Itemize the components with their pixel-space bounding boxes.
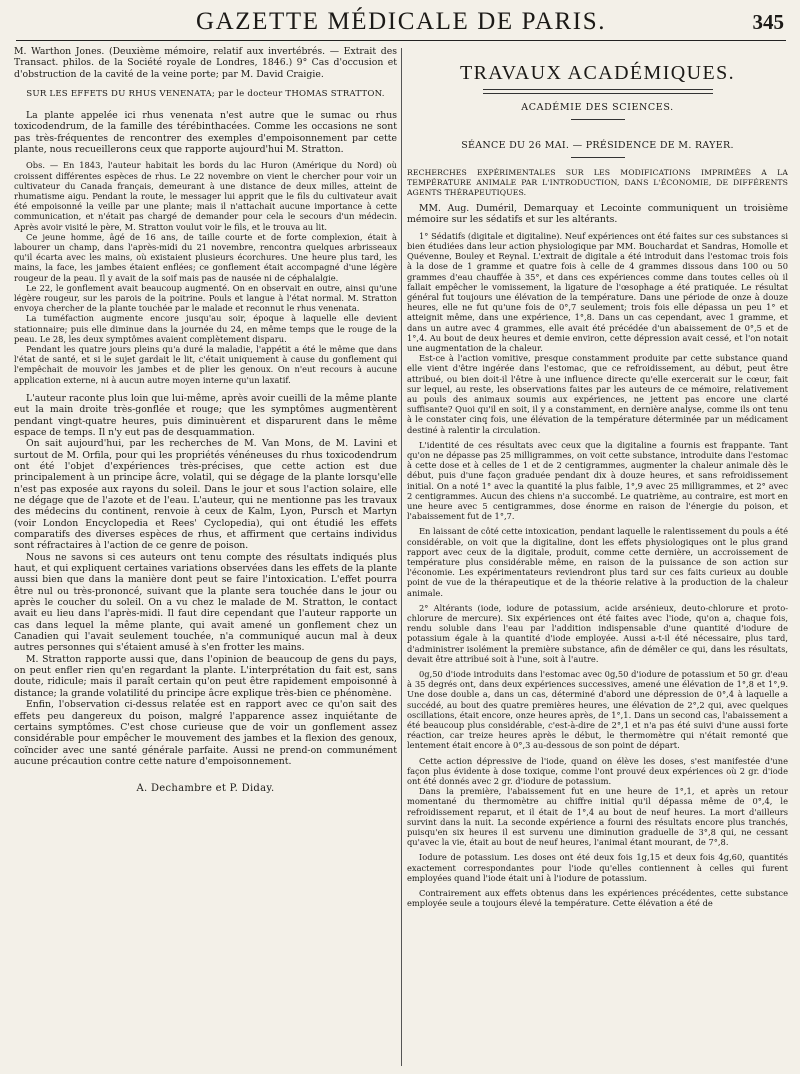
paragraph: Est-ce à l'action vomitive, presque constamment produite par cette substance quand elle vient d'être ingérée dans l'estomac, que ce refroidissement, au début, peut être attribué, ou bien doit-il l'être à une influence directe qu'elle exercerait sur le cœur, fait sur lequel, au reste, les observations faites par les auteurs de ce mémoire, relativement au pouls des animaux soumis aux expériences, ne jettent pas encore une clarté suffisante? Quoi qu'il en soit, il y a constamment, en dernière analyse, comme ils ont tenu à le constater cinq fois, une élévation de la température déterminée par un médicament destiné à ralentir la circulation.: [407, 353, 788, 435]
section-title: TRAVAUX ACADÉMIQUES.: [459, 62, 736, 84]
article-signature: A. Dechambre et P. Diday.: [136, 783, 275, 795]
observation-paragraph: Obs. — En 1843, l'auteur habitait les bords du lac Huron (Amérique du Nord) où croissent différentes espèces de rhus. Le 22 novembre on vient le chercher pour voir un cultivateur du Canada français, demeurant à une distance de deux milles, atteint de rhumatisme aigu. Pendant la route, le messager lui apprit que le fils du cultivateur avait été empoisonné la veille par une plante; mais il n'attachait aucune importance à cette communication, et n'était pas chargé de demander pour cela le secours d'un médecin. Après avoir visité le père, M. Stratton voulut voir le fils, et le trouva au lit.: [14, 160, 397, 232]
research-heading: RECHERCHES EXPÉRIMENTALES SUR LES MODIFICATIONS IMPRIMÉES A LA TEMPÉRATURE ANIMALE PAR L'INTRODUCTION, DANS L'ÉCONOMIE, DE DIFFÉRENTS AGENTS THÉRAPEUTIQUES.: [407, 168, 788, 197]
paragraph: Pendant les quatre jours pleins qu'a duré la maladie, l'appétit a été le même que dans l'état de santé, et si le sujet gardait le lit, c'était uniquement à cause du gonflement qui l'empêchait de mouvoir les jambes et de plier les genoux. On n'eut recours à aucune application externe, ni à aucun autre moyen interne qu'un laxatif.: [14, 344, 397, 385]
journal-title: GAZETTE MÉDICALE DE PARIS.: [195, 8, 607, 35]
paragraph: Enfin, l'observation ci-dessus relatée est en rapport avec ce qu'on sait des effets peu dangereux du poison, malgré l'apparence assez inquiétante de certains symptômes. C'est chose curieuse que de voir un gonflement assez considérable pour empêcher le mouvement des jambes et la flexion des genoux, coïncider avec une santé générale parfaite. Aussi ne prend-on communément aucune précaution contre cette nature d'empoisonnement.: [14, 699, 397, 767]
paragraph: L'identité de ces résultats avec ceux que la digitaline a fournis est frappante. Tant qu'on ne dépasse pas 25 milligrammes, on voit cette substance, introduite dans l'estomac à cette dose et à celles de 1 et de 2 centigrammes, augmenter la chaleur animale dès le début, puis d'une façon graduée pendant dix à douze heures, et sans refroidissement initial. On a noté 1° avec la quantité la plus faible, 1°,9 avec 25 milligrammes, et 2° avec 2 centigrammes. Aucun des chiens n'a succombé. Le quatrième, au contraire, est mort en une heure avec 5 centigrammes, dose énorme en raison de l'énergie du poison, et l'abaissement fut de 1°,7.: [407, 439, 788, 522]
paragraph: M. Stratton rapporte aussi que, dans l'opinion de beaucoup de gens du pays, on peut enfler rien qu'en regardant la plante. L'interprétation du fait est, sans doute, ridicule; mais il paraît certain qu'on peut être rapidement empoisonné à distance; la grande volatilité du principe âcre explique très-bien ce phénomène.: [14, 653, 397, 699]
paragraph: Nous ne savons si ces auteurs ont tenu compte des résultats indiqués plus haut, et qui expliquent certaines variations observées dans les effets de la plante aussi bien que dans la manière dont peut se faire l'intoxication. L'effet pourra être nul ou très-prononcé, suivant que la plante sera touchée dans le jour ou après le coucher du soleil. On a vu chez le malade de M. Stratton, le contact avait eu lieu dans l'après-midi. Il faut dire cependant que l'auteur rapporte un cas dans lequel la même plante, qui avait amené un gonflement chez un Canadien qui l'avait seulement touchée, n'a communiqué aucun mal à deux autres personnes qui s'étaient amusé à s'en frotter les mains.: [14, 551, 397, 654]
right-column: [407, 46, 788, 1070]
left-column: [14, 46, 397, 1070]
paragraph: Cette action dépressive de l'iode, quand on élève les doses, s'est manifestée d'une façon plus évidente à dose toxique, comme l'ont prouvé deux expériences où 2 gr. d'iode ont été donnés avec 2 gr. d'iodure de potassium.: [407, 755, 788, 787]
article-heading: SUR LES EFFETS DU RHUS VENENATA; par le docteur THOMAS STRATTON.: [26, 89, 385, 100]
paragraph: En laissant de côté cette intoxication, pendant laquelle le ralentissement du pouls a été considérable, on voit que la digitaline, dont les effets physiologiques ont le plus grand rapport avec ceux de la digitale, produit, comme cette dernière, un accroissement de température plus considérable même, en raison de la puissance de son action sur l'économie. Les expérimentateurs reviendront plus tard sur ces faits curieux au double point de vue de la thérapeutique et de la théorie relative à la production de la chaleur animale.: [407, 526, 788, 598]
paragraph: 0g,50 d'iode introduits dans l'estomac avec 0g,50 d'iodure de potassium et 50 gr. d'eau à 35 degrés ont, dans deux expériences successives, amené une élévation de 1°,8 et 1°,9. Une dose double a, dans un cas, déterminé d'abord une dépression de 0°,4 à laquelle a succédé, au bout des quatre premières heures, une élévation de 2°,2 qui, avec quelques oscillations, était encore, onze heures après, de 1°,1. Dans un second cas, l'abaissement a été beaucoup plus considérable, c'est-à-dire de 2°,1 et n'a pas été suivi d'une aussi forte réaction, car treize heures après le début, le thermomètre qui n'était remonté que lentement était encore à 0°,3 au-dessous de son point de départ.: [407, 669, 788, 751]
paragraph: Le 22, le gonflement avait beaucoup augmenté. On en observait en outre, ainsi qu'une légère rougeur, sur les parois de la poitrine. Pouls et langue à l'état normal. M. Stratton envoya chercher de la plante touchée par le malade et reconnut le rhus venenata.: [14, 282, 397, 314]
session-heading: SÉANCE DU 26 MAI. — PRÉSIDENCE DE M. RAYER.: [461, 140, 734, 151]
article-intro: La plante appelée ici rhus venenata n'est autre que le sumac ou rhus toxicodendrum, de la famille des térébinthacées. Comme les occasions ne sont pas très-fréquentes de rencontrer des exemples d'empoisonnement par cette plante, nous recueillerons ceux que rapporte aujourd'hui M. Stratton.: [14, 110, 397, 156]
paragraph: 1° Sédatifs (digitale et digitaline). Neuf expériences ont été faites sur ces substances si bien étudiées dans leur action physiologique par MM. Bouchardat et Sandras, Homolle et Quévenne, Bouley et Reynal. L'extrait de digitale a été introduit dans l'estomac trois fois à la dose de 1 gramme et quatre fois à celle de 4 grammes dissous dans 100 ou 50 grammes d'eau chauffée à 35°, et dans ces expériences comme dans toutes celles où il fallait empêcher le vomissement, la ligature de l'œsophage a été pratiquée. Le résultat général fut toujours une élévation de la température. Dans une période de onze à douze heures, elle ne fut qu'une fois de 0°,7 seulement; trois fois elle dépassa un peu 1° et atteignit même, dans une expérience, 1°,8. Dans un cas cependant, avec 1 gramme, et dans un autre avec 4 grammes, elle avait été précédée d'un abaissement de 0°,5 et de 1°,4. Au bout de deux heures et demie environ, cette dépression avait cessé, et l'on notait une augmentation de la chaleur.: [407, 230, 788, 353]
page-header: [16, 0, 786, 41]
paragraph: Dans la première, l'abaissement fut en une heure de 1°,1, et après un retour momentané du thermomètre au chiffre initial qu'il dépassa même de 0°,4, le refroidissement reparut, et il était de 1°,4 au bout de neuf heures. La mort d'ailleurs survint dans la nuit. La seconde expérience a fourni des résultats encore plus tranchés, puisqu'en six heures il est survenu une diminution graduelle de 3°,8 qui, ne cessant qu'avec la vie, était au bout de neuf heures, l'animal étant mourant, de 7°,8.: [407, 786, 788, 848]
continued-item: M. Warthon Jones. (Deuxième mémoire, relatif aux invertébrés. — Extrait des Transact. philos. de la Société royale de Londres, 1846.) 9° Cas d'occusion et d'obstruction de la cavité de la veine porte; par M. David Craigie.: [14, 46, 397, 80]
paragraph: Ce jeune homme, âgé de 16 ans, de taille courte et de forte complexion, était à labourer un champ, dans l'après-midi du 21 novembre, rencontra quelques arbrisseaux qu'il écarta avec les mains, où existaient plusieurs écorchures. Une heure plus tard, les mains, la face, les jambes étaient enflées; ce gonflement était accompagné d'une légère rougeur de la peau. Il y avait de la soif mais pas de nausée ni de céphalalgie.: [14, 231, 397, 283]
title-rule: [483, 89, 713, 94]
paragraph: L'auteur raconte plus loin que lui-même, après avoir cueilli de la même plante eut la main droite très-gonflée et rouge; que les symptômes augmentèrent pendant vingt-quatre heures, puis diminuèrent et disparurent dans le même espace de temps. Il n'y eut pas de desquammation.: [14, 392, 397, 438]
page-number: 345: [752, 10, 784, 34]
paragraph: Contrairement aux effets obtenus dans les expériences précédentes, cette substance employée seule a toujours élevé la température. Cette élévation a été de: [407, 888, 788, 909]
paragraph: 2° Altérants (iode, iodure de potassium, acide arsénieux, deuto-chlorure et proto-chlorure de mercure). Six expériences ont été faites avec l'iode, qu'on a, chaque fois, rendu soluble dans l'eau par l'addition indispensable d'une quantité d'iodure de potassium égale à la quantité d'iode employée. Aussi a-t-il été nécessaire, plus tard, d'administrer isolément la première substance, afin de démêler ce qui, dans les résultats, devait être attribué soit à l'une, soit à l'autre.: [407, 602, 788, 664]
short-rule: [571, 119, 625, 120]
paragraph: La tuméfaction augmente encore jusqu'au soir, époque à laquelle elle devient stationnaire; puis elle diminue dans la journée du 24, en même temps que le rouge de la peau. Le 28, les deux symptômes avaient complètement disparu.: [14, 313, 397, 344]
paragraph: MM. Aug. Duméril, Demarquay et Lecointe communiquent un troisième mémoire sur les sédatifs et sur les altérants.: [407, 203, 788, 226]
paragraph: Iodure de potassium. Les doses ont été deux fois 1g,15 et deux fois 4g,60, quantités exactement correspondantes pour l'iode qu'elles contiennent à celles qui furent employées quand l'iode était uni à l'iodure de potassium.: [407, 852, 788, 883]
academy-subtitle: ACADÉMIE DES SCIENCES.: [521, 102, 674, 113]
column-divider: [401, 48, 402, 1066]
short-rule: [571, 157, 625, 158]
two-column-body: [14, 46, 788, 1070]
paragraph: On sait aujourd'hui, par les recherches de M. Van Mons, de M. Lavini et surtout de M. Orfila, pour qui les propriétés vénéneuses du rhus toxicodendrum ont été l'objet d'expériences très-précises, que cette action est due principalement à un principe âcre, volatil, qui se dégage de la plante lorsqu'elle n'est pas exposée aux rayons du soleil. Dans le jour et sous l'action solaire, elle ne dégage que de l'azote et de l'eau. L'auteur, qui ne mentionne pas les travaux des médecins du continent, renvoie à ceux de Kalm, Lyon, Pursch et Martyn (voir London Encyclopedia et Rees' Cyclopedia), qui ont étudié les effets comparatifs des diverses espèces de rhus, et affirment que certains individus sont réfractaires à l'action de ce genre de poison.: [14, 438, 397, 552]
